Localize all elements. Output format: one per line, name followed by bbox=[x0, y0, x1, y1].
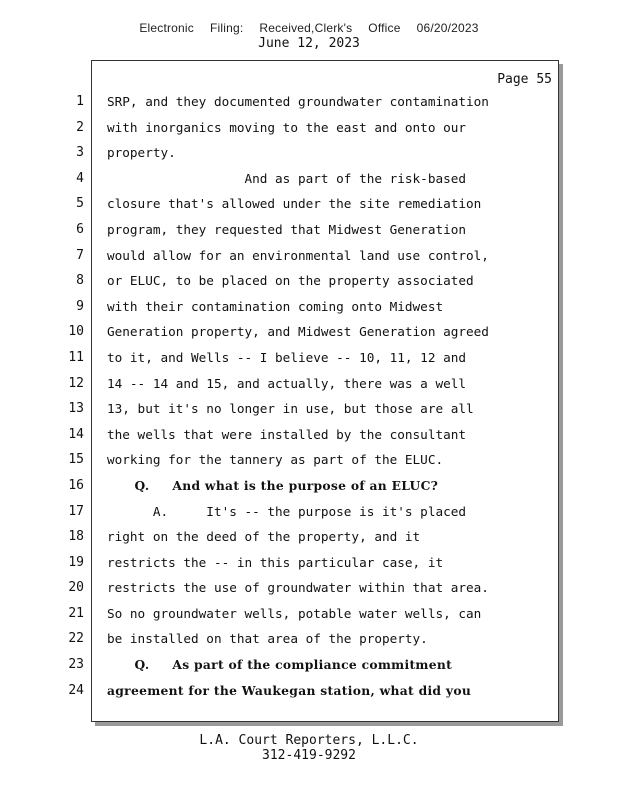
transcript-line bbox=[0, 115, 618, 141]
transcript-lines bbox=[0, 89, 618, 703]
transcript-line bbox=[0, 371, 618, 397]
line-text: the wells that were installed by the consultant bbox=[107, 426, 467, 442]
line-text: agreement for the Waukegan station, what did you bbox=[107, 682, 472, 698]
line-text: A. It's -- the purpose is it's placed bbox=[107, 503, 467, 519]
stamp-word-electronic: Electronic bbox=[139, 21, 194, 35]
transcript-line bbox=[0, 626, 618, 652]
transcript-line bbox=[0, 345, 618, 371]
transcript-line bbox=[0, 524, 618, 550]
transcript-line bbox=[0, 243, 618, 269]
stamp-word-received: Received,Clerk's bbox=[259, 21, 353, 35]
line-text: program, they requested that Midwest Generation bbox=[107, 221, 467, 237]
line-number: 10 bbox=[68, 324, 84, 340]
line-number: 9 bbox=[76, 298, 84, 314]
court-reporter-phone: 312-419-9292 bbox=[262, 748, 356, 763]
line-text: Q. As part of the compliance commitment bbox=[107, 657, 453, 673]
line-number: 22 bbox=[68, 631, 84, 647]
line-text: with their contamination coming onto Midwest bbox=[107, 298, 444, 314]
line-number: 2 bbox=[76, 119, 84, 135]
transcript-line bbox=[0, 422, 618, 448]
line-text: And as part of the risk-based bbox=[107, 170, 467, 186]
transcript-line bbox=[0, 652, 618, 678]
line-text: restricts the -- in this particular case, it bbox=[107, 554, 444, 570]
line-number: 5 bbox=[76, 196, 84, 212]
transcript-line bbox=[0, 319, 618, 345]
page-footer bbox=[0, 733, 618, 763]
transcript-line bbox=[0, 166, 618, 192]
line-number: 13 bbox=[68, 401, 84, 417]
line-number: 23 bbox=[68, 657, 84, 673]
line-text: 14 -- 14 and 15, and actually, there was a well bbox=[107, 375, 467, 391]
line-number: 16 bbox=[68, 477, 84, 493]
transcript-line bbox=[0, 473, 618, 499]
line-number: 14 bbox=[68, 426, 84, 442]
line-number: 17 bbox=[68, 503, 84, 519]
transcript-line bbox=[0, 678, 618, 704]
court-reporter-name: L.A. Court Reporters, L.L.C. bbox=[199, 733, 419, 748]
transcript-line bbox=[0, 268, 618, 294]
line-text: to it, and Wells -- I believe -- 10, 11, 12 and bbox=[107, 349, 467, 365]
line-text: working for the tannery as part of the ELUC. bbox=[107, 452, 444, 468]
line-text: property. bbox=[107, 145, 176, 161]
line-number: 3 bbox=[76, 145, 84, 161]
transcript-line bbox=[0, 447, 618, 473]
line-text: 13, but it's no longer in use, but those are all bbox=[107, 401, 474, 417]
stamp-word-filing: Filing: bbox=[210, 21, 244, 35]
line-text: right on the deed of the property, and it bbox=[107, 529, 421, 545]
transcript-line bbox=[0, 601, 618, 627]
page-number: Page 55 bbox=[497, 72, 552, 87]
line-text: Generation property, and Midwest Generation agreed bbox=[107, 324, 489, 340]
stamp-date: 06/20/2023 bbox=[416, 21, 479, 35]
line-number: 4 bbox=[76, 170, 84, 186]
line-number: 15 bbox=[68, 452, 84, 468]
line-text: So no groundwater wells, potable water wells, can bbox=[107, 605, 482, 621]
line-text: would allow for an environmental land use control, bbox=[107, 247, 489, 263]
line-number: 8 bbox=[76, 273, 84, 289]
line-text: be installed on that area of the property. bbox=[107, 631, 428, 647]
line-number: 7 bbox=[76, 247, 84, 263]
transcript-line bbox=[0, 550, 618, 576]
stamp-word-office: Office bbox=[368, 21, 401, 35]
line-text: restricts the use of groundwater within that area. bbox=[107, 580, 489, 596]
line-number: 11 bbox=[68, 349, 84, 365]
transcript-line bbox=[0, 140, 618, 166]
line-number: 1 bbox=[76, 94, 84, 109]
transcript-date: June 12, 2023 bbox=[258, 36, 360, 51]
line-number: 20 bbox=[68, 580, 84, 596]
line-text: with inorganics moving to the east and onto our bbox=[107, 119, 467, 135]
transcript-line bbox=[0, 191, 618, 217]
electronic-filing-stamp bbox=[0, 21, 618, 35]
line-number: 12 bbox=[68, 375, 84, 391]
line-number: 18 bbox=[68, 529, 84, 545]
transcript-line bbox=[0, 499, 618, 525]
line-number: 19 bbox=[68, 554, 84, 570]
line-number: 6 bbox=[76, 221, 84, 237]
transcript-line bbox=[0, 294, 618, 320]
transcript-line bbox=[0, 396, 618, 422]
line-text: closure that's allowed under the site remediation bbox=[107, 196, 482, 212]
line-text: Q. And what is the purpose of an ELUC? bbox=[107, 477, 439, 493]
line-number: 21 bbox=[68, 605, 84, 621]
line-number: 24 bbox=[68, 682, 84, 698]
transcript-line bbox=[0, 89, 618, 115]
line-text: or ELUC, to be placed on the property associated bbox=[107, 273, 474, 289]
line-text: SRP, and they documented groundwater contamination bbox=[107, 94, 489, 109]
transcript-line bbox=[0, 575, 618, 601]
transcript-line bbox=[0, 217, 618, 243]
